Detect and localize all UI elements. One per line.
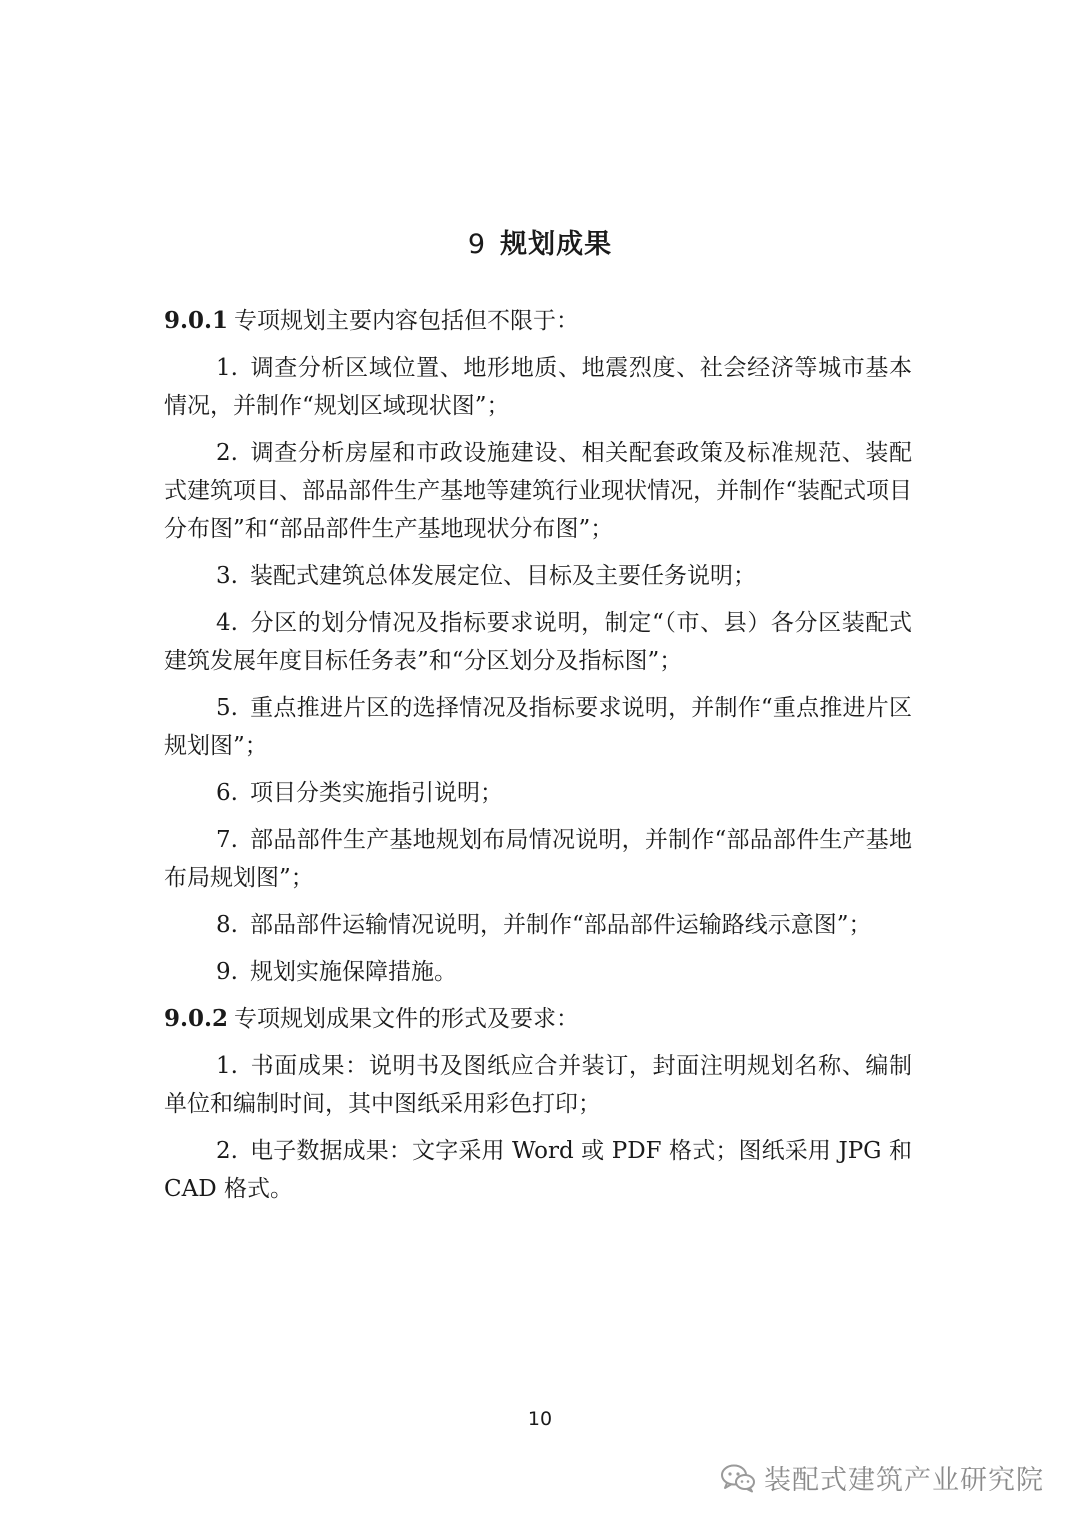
item-number: 9.	[216, 959, 238, 985]
item-text: 调查分析房屋和市政设施建设、相关配套政策及标准规范、装配式建筑项目、部品部件生产基地等建筑行业现状情况，并制作“装配式项目分布图”和“部品部件生产基地现状分布图”；	[164, 440, 912, 542]
item-text: 装配式建筑总体发展定位、目标及主要任务说明；	[249, 563, 756, 589]
item-text: 规划实施保障措施。	[249, 959, 457, 985]
list-item	[164, 434, 912, 548]
list-item	[164, 1132, 912, 1208]
item-text: 项目分类实施指引说明；	[249, 780, 503, 806]
section-heading-text: 专项规划主要内容包括但不限于：	[234, 308, 580, 334]
section-heading-9-0-1	[164, 302, 912, 340]
item-number: 2.	[216, 440, 238, 466]
section-number: 9.0.1	[164, 307, 229, 334]
list-item	[164, 689, 912, 765]
section-heading-9-0-2	[164, 1000, 912, 1038]
list-item	[164, 349, 912, 425]
section-heading-text: 专项规划成果文件的形式及要求：	[234, 1006, 580, 1032]
page-number: 10	[527, 1408, 553, 1430]
item-text: 分区的划分情况及指标要求说明，制定“（市、县）各分区装配式建筑发展年度目标任务表”和“分区划分及指标图”；	[164, 610, 912, 674]
list-item	[164, 604, 912, 680]
item-number: 4.	[216, 610, 238, 636]
watermark	[720, 1458, 1044, 1497]
item-text: 部品部件生产基地规划布局情况说明，并制作“部品部件生产基地布局规划图”；	[164, 827, 912, 891]
item-number: 1.	[216, 355, 238, 381]
item-number: 1.	[216, 1053, 238, 1079]
wechat-icon	[720, 1463, 756, 1493]
item-number: 8.	[216, 912, 238, 938]
chapter-title	[0, 222, 1080, 261]
item-text: 电子数据成果：文字采用 Word 或 PDF 格式；图纸采用 JPG 和 CAD 格式。	[164, 1138, 912, 1202]
item-number: 2.	[216, 1138, 238, 1164]
item-text: 重点推进片区的选择情况及指标要求说明，并制作“重点推进片区规划图”；	[164, 695, 912, 759]
item-number: 5.	[216, 695, 238, 721]
list-item	[164, 557, 912, 595]
body-text	[164, 302, 912, 1217]
list-item	[164, 774, 912, 812]
item-text: 部品部件运输情况说明，并制作“部品部件运输路线示意图”；	[249, 912, 872, 938]
item-number: 6.	[216, 780, 238, 806]
section-number: 9.0.2	[164, 1005, 229, 1032]
list-item	[164, 821, 912, 897]
chapter-number: 9	[467, 229, 487, 260]
item-text: 调查分析区域位置、地形地质、地震烈度、社会经济等城市基本情况，并制作“规划区域现状图”；	[164, 355, 912, 419]
list-item	[164, 953, 912, 991]
item-number: 3.	[216, 563, 238, 589]
list-item	[164, 906, 912, 944]
item-number: 7.	[216, 827, 238, 853]
list-item	[164, 1047, 912, 1123]
item-text: 书面成果：说明书及图纸应合并装订，封面注明规划名称、编制单位和编制时间，其中图纸采用彩色打印；	[164, 1053, 912, 1117]
watermark-text: 装配式建筑产业研究院	[764, 1465, 1044, 1496]
chapter-title-text: 规划成果	[500, 229, 613, 260]
